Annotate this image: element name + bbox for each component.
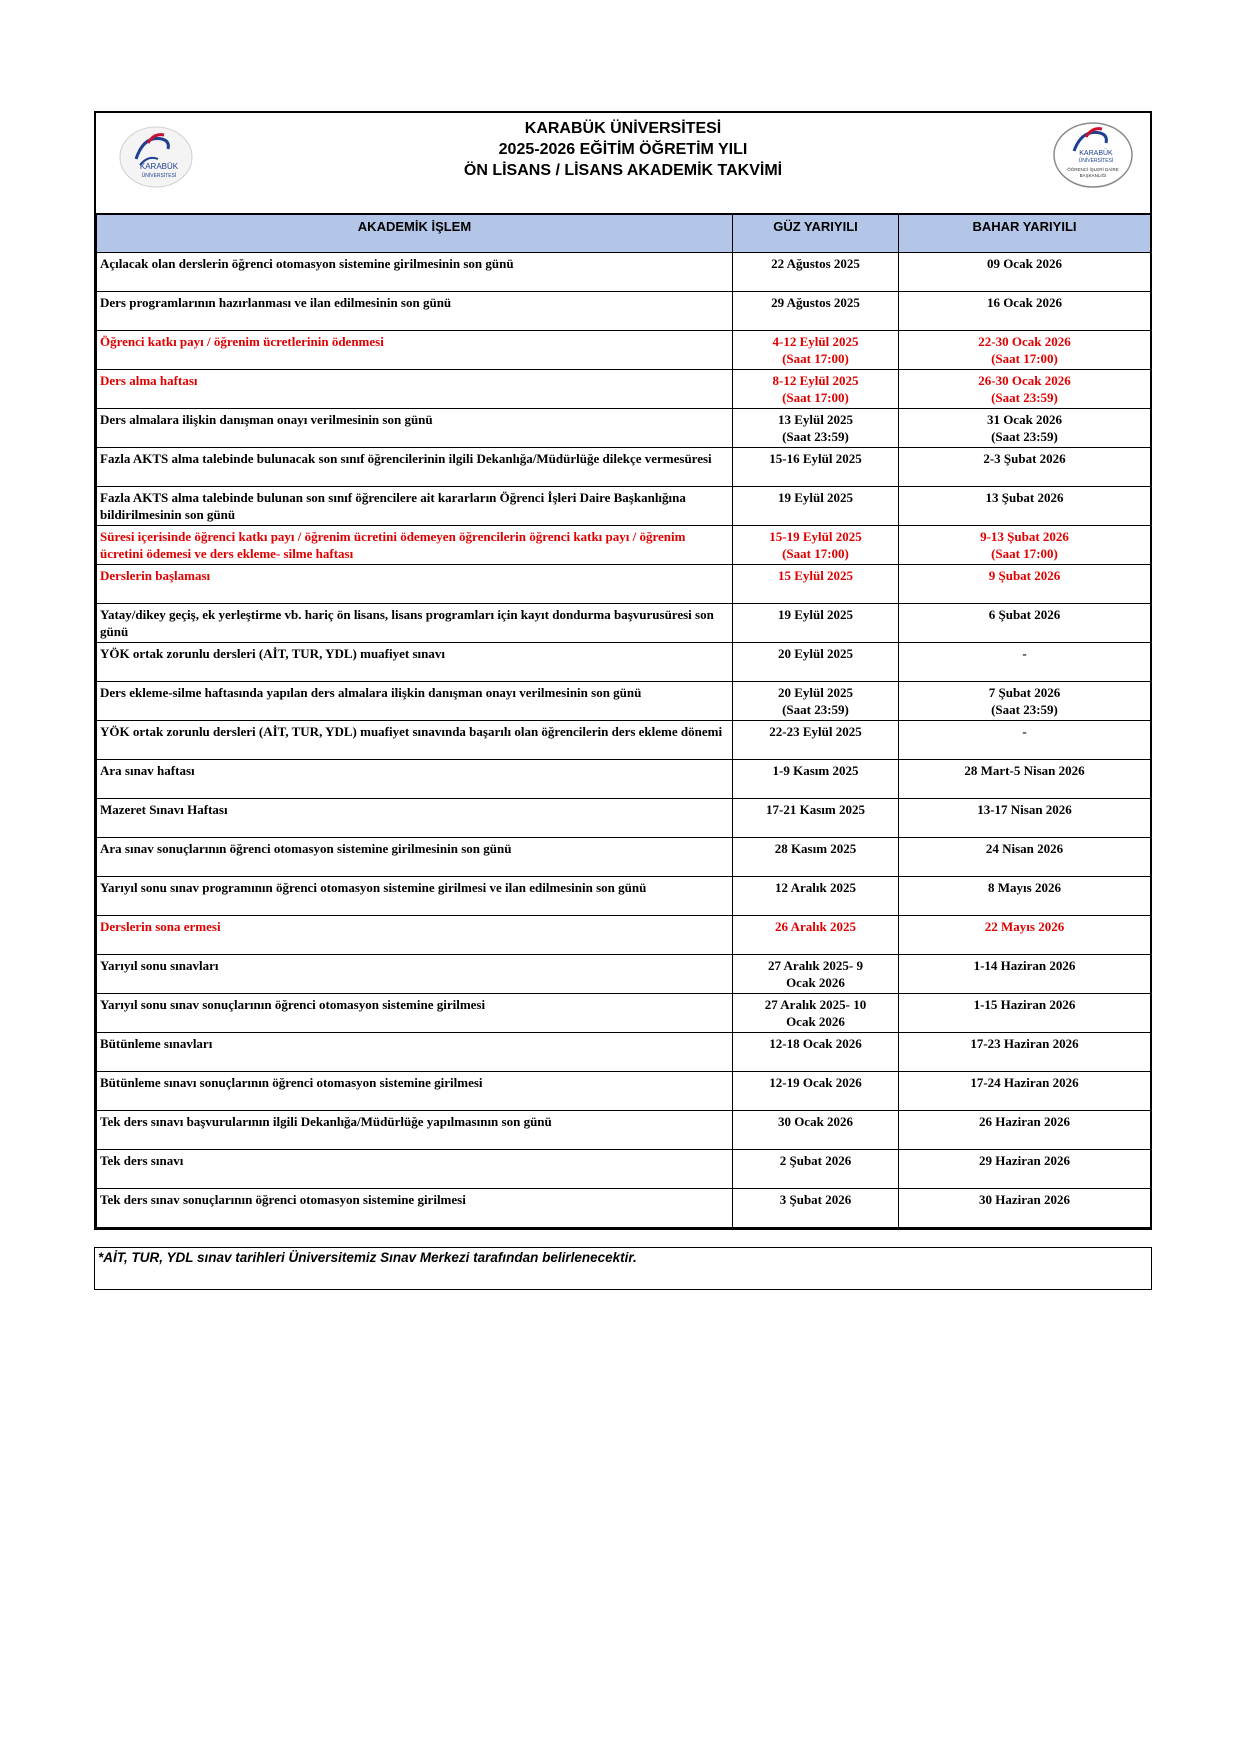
spring-date-cell: 6 Şubat 2026 — [899, 604, 1151, 643]
university-name: KARABÜK ÜNİVERSİTESİ — [524, 120, 722, 137]
operation-cell: Ders programlarının hazırlanması ve ilan edilmesinin son günü — [97, 292, 733, 331]
fall-date-cell: 20 Eylül 2025 (Saat 23:59) — [733, 682, 899, 721]
fall-date-cell: 22-23 Eylül 2025 — [733, 721, 899, 760]
logo-right-text-4: BAŞKANLIĞI — [1079, 173, 1107, 178]
spring-date-cell: 8 Mayıs 2026 — [899, 877, 1151, 916]
spring-date-cell: 13-17 Nisan 2026 — [899, 799, 1151, 838]
operation-cell: Ara sınav haftası — [97, 760, 733, 799]
spring-date-cell: 13 Şubat 2026 — [899, 487, 1151, 526]
table-row — [97, 877, 1151, 916]
academic-year: 2025-2026 EĞİTİM ÖĞRETİM YILI — [498, 141, 748, 158]
spring-date-cell: 30 Haziran 2026 — [899, 1189, 1151, 1228]
fall-date-cell: 30 Ocak 2026 — [733, 1111, 899, 1150]
operation-cell: Yarıyıl sonu sınav programının öğrenci otomasyon sistemine girilmesi ve ilan edilmesinin son günü — [97, 877, 733, 916]
spring-date-cell: 17-24 Haziran 2026 — [899, 1072, 1151, 1111]
table-row — [97, 1111, 1151, 1150]
spring-date-cell: 29 Haziran 2026 — [899, 1150, 1151, 1189]
calendar-name: ÖN LİSANS / LİSANS AKADEMİK TAKVİMİ — [463, 162, 783, 179]
spring-date-cell: 7 Şubat 2026 (Saat 23:59) — [899, 682, 1151, 721]
operation-cell: YÖK ortak zorunlu dersleri (AİT, TUR, YDL) muafiyet sınavı — [97, 643, 733, 682]
fall-date-cell: 28 Kasım 2025 — [733, 838, 899, 877]
calendar-title-block — [96, 113, 1150, 214]
spring-date-cell: 16 Ocak 2026 — [899, 292, 1151, 331]
table-row — [97, 955, 1151, 994]
table-row — [97, 643, 1151, 682]
operation-cell: Açılacak olan derslerin öğrenci otomasyon sistemine girilmesinin son günü — [97, 253, 733, 292]
spring-date-cell: - — [899, 721, 1151, 760]
logo-right-text-1: KARABÜK — [1079, 150, 1113, 157]
fall-date-cell: 27 Aralık 2025- 10 Ocak 2026 — [733, 994, 899, 1033]
operation-cell: Süresi içerisinde öğrenci katkı payı / öğrenim ücretini ödemeyen öğrencilerin öğrenci katkı payı / öğrenim ücretini ödemesi ve ders ekleme- silme haftası — [97, 526, 733, 565]
fall-date-cell: 4-12 Eylül 2025 (Saat 17:00) — [733, 331, 899, 370]
fall-date-cell: 12-18 Ocak 2026 — [733, 1033, 899, 1072]
fall-date-cell: 15-16 Eylül 2025 — [733, 448, 899, 487]
operation-cell: Derslerin sona ermesi — [97, 916, 733, 955]
logo-right-text-2: ÜNİVERSİTESİ — [1078, 158, 1114, 164]
fall-date-cell: 15-19 Eylül 2025 (Saat 17:00) — [733, 526, 899, 565]
fall-date-cell: 2 Şubat 2026 — [733, 1150, 899, 1189]
operation-cell: Ders ekleme-silme haftasında yapılan ders almalara ilişkin danışman onayı verilmesinin son günü — [97, 682, 733, 721]
spring-date-cell: 1-14 Haziran 2026 — [899, 955, 1151, 994]
table-row — [97, 682, 1151, 721]
footnote: *AİT, TUR, YDL sınav tarihleri Üniversitemiz Sınav Merkezi tarafından belirlenecektir. — [94, 1247, 1152, 1290]
operation-cell: Yatay/dikey geçiş, ek yerleştirme vb. hariç ön lisans, lisans programları için kayıt dondurma başvurusüresi son günü — [97, 604, 733, 643]
table-row — [97, 1150, 1151, 1189]
table-row — [97, 916, 1151, 955]
calendar-title — [96, 113, 1150, 181]
table-row — [97, 253, 1151, 292]
table-row — [97, 448, 1151, 487]
table-header-row — [97, 215, 1151, 253]
spring-date-cell: 31 Ocak 2026 (Saat 23:59) — [899, 409, 1151, 448]
operation-cell: Tek ders sınavı — [97, 1150, 733, 1189]
operation-cell: Yarıyıl sonu sınavları — [97, 955, 733, 994]
table-row — [97, 331, 1151, 370]
fall-date-cell: 22 Ağustos 2025 — [733, 253, 899, 292]
column-header-operation: AKADEMİK İŞLEM — [97, 215, 733, 253]
spring-date-cell: 26-30 Ocak 2026 (Saat 23:59) — [899, 370, 1151, 409]
operation-cell: Fazla AKTS alma talebinde bulunan son sınıf öğrencilere ait kararların Öğrenci İşleri Daire Başkanlığına bildirilmesinin son günü — [97, 487, 733, 526]
table-row — [97, 799, 1151, 838]
spring-date-cell: 17-23 Haziran 2026 — [899, 1033, 1151, 1072]
operation-cell: Derslerin başlaması — [97, 565, 733, 604]
fall-date-cell: 15 Eylül 2025 — [733, 565, 899, 604]
fall-date-cell: 3 Şubat 2026 — [733, 1189, 899, 1228]
logo-left-text-1: KARABÜK — [139, 162, 179, 171]
operation-cell: Yarıyıl sonu sınav sonuçlarının öğrenci otomasyon sistemine girilmesi — [97, 994, 733, 1033]
table-row — [97, 565, 1151, 604]
spring-date-cell: 26 Haziran 2026 — [899, 1111, 1151, 1150]
operation-cell: Mazeret Sınavı Haftası — [97, 799, 733, 838]
column-header-spring: BAHAR YARIYILI — [899, 215, 1151, 253]
operation-cell: Tek ders sınav sonuçlarının öğrenci otomasyon sistemine girilmesi — [97, 1189, 733, 1228]
spring-date-cell: 22 Mayıs 2026 — [899, 916, 1151, 955]
table-row — [97, 370, 1151, 409]
column-header-fall: GÜZ YARIYILI — [733, 215, 899, 253]
table-row — [97, 721, 1151, 760]
spring-date-cell: 2-3 Şubat 2026 — [899, 448, 1151, 487]
table-row — [97, 838, 1151, 877]
spring-date-cell: 22-30 Ocak 2026 (Saat 17:00) — [899, 331, 1151, 370]
fall-date-cell: 19 Eylül 2025 — [733, 604, 899, 643]
operation-cell: Tek ders sınavı başvurularının ilgili Dekanlığa/Müdürlüğe yapılmasının son günü — [97, 1111, 733, 1150]
operation-cell: Bütünleme sınavı sonuçlarının öğrenci otomasyon sistemine girilmesi — [97, 1072, 733, 1111]
spring-date-cell: 9-13 Şubat 2026 (Saat 17:00) — [899, 526, 1151, 565]
table-row — [97, 292, 1151, 331]
table-row — [97, 760, 1151, 799]
fall-date-cell: 20 Eylül 2025 — [733, 643, 899, 682]
calendar-rows — [97, 253, 1151, 1228]
spring-date-cell: 09 Ocak 2026 — [899, 253, 1151, 292]
operation-cell: Fazla AKTS alma talebinde bulunacak son sınıf öğrencilerinin ilgili Dekanlığa/Müdürlüğe dilekçe vermesüresi — [97, 448, 733, 487]
fall-date-cell: 12-19 Ocak 2026 — [733, 1072, 899, 1111]
operation-cell: Ara sınav sonuçlarının öğrenci otomasyon sistemine girilmesinin son günü — [97, 838, 733, 877]
fall-date-cell: 13 Eylül 2025 (Saat 23:59) — [733, 409, 899, 448]
karabuk-university-logo-icon — [118, 125, 194, 189]
fall-date-cell: 17-21 Kasım 2025 — [733, 799, 899, 838]
table-row — [97, 1033, 1151, 1072]
spring-date-cell: 1-15 Haziran 2026 — [899, 994, 1151, 1033]
table-row — [97, 1189, 1151, 1228]
table-row — [97, 994, 1151, 1033]
table-row — [97, 487, 1151, 526]
operation-cell: Bütünleme sınavları — [97, 1033, 733, 1072]
fall-date-cell: 19 Eylül 2025 — [733, 487, 899, 526]
spring-date-cell: 28 Mart-5 Nisan 2026 — [899, 760, 1151, 799]
spring-date-cell: - — [899, 643, 1151, 682]
spring-date-cell: 9 Şubat 2026 — [899, 565, 1151, 604]
student-affairs-logo-icon — [1052, 121, 1134, 189]
academic-calendar — [94, 111, 1152, 1230]
operation-cell: Ders alma haftası — [97, 370, 733, 409]
calendar-table — [96, 214, 1151, 1228]
table-row — [97, 1072, 1151, 1111]
fall-date-cell: 26 Aralık 2025 — [733, 916, 899, 955]
table-row — [97, 409, 1151, 448]
operation-cell: Öğrenci katkı payı / öğrenim ücretlerinin ödenmesi — [97, 331, 733, 370]
fall-date-cell: 12 Aralık 2025 — [733, 877, 899, 916]
operation-cell: Ders almalara ilişkin danışman onayı verilmesinin son günü — [97, 409, 733, 448]
table-row — [97, 604, 1151, 643]
operation-cell: YÖK ortak zorunlu dersleri (AİT, TUR, YDL) muafiyet sınavında başarılı olan öğrencilerin ders ekleme dönemi — [97, 721, 733, 760]
logo-right-text-3: ÖĞRENCİ İŞLERİ DAİRE — [1067, 167, 1119, 172]
fall-date-cell: 27 Aralık 2025- 9 Ocak 2026 — [733, 955, 899, 994]
spring-date-cell: 24 Nisan 2026 — [899, 838, 1151, 877]
fall-date-cell: 29 Ağustos 2025 — [733, 292, 899, 331]
logo-left-text-2: ÜNİVERSİTESİ — [141, 173, 177, 179]
table-row — [97, 526, 1151, 565]
fall-date-cell: 1-9 Kasım 2025 — [733, 760, 899, 799]
fall-date-cell: 8-12 Eylül 2025 (Saat 17:00) — [733, 370, 899, 409]
